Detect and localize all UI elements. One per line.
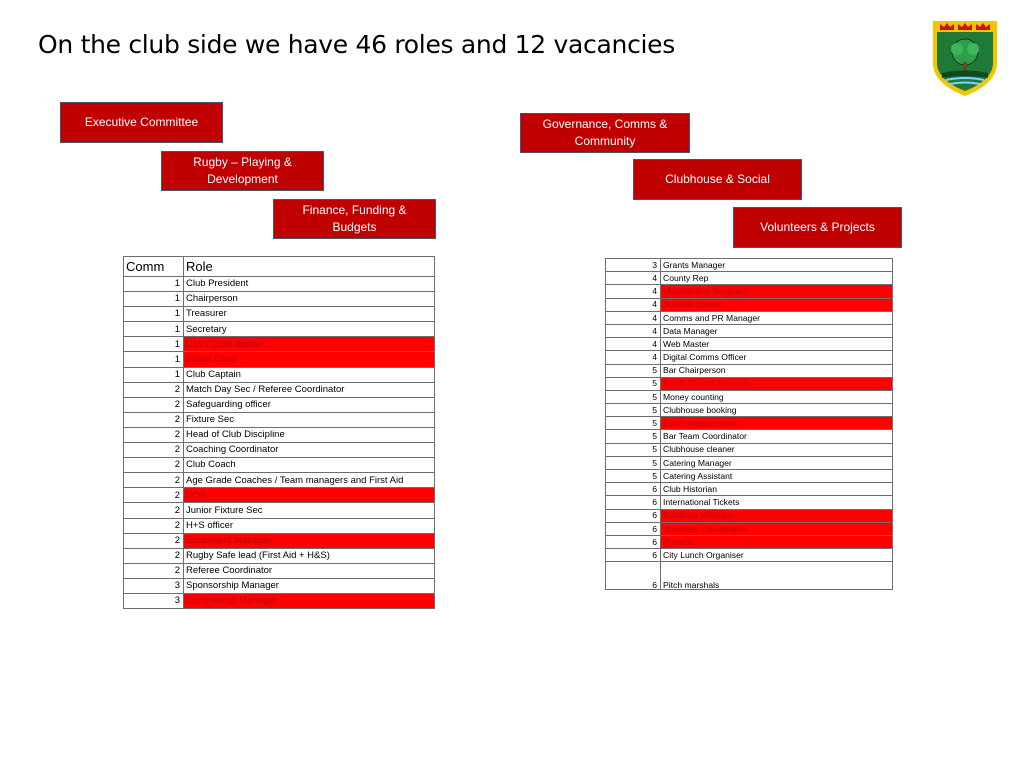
role-name: Data Manager xyxy=(661,324,893,337)
category-governance-comms-community: Governance, Comms & Community xyxy=(520,113,690,153)
role-name: County Rep xyxy=(661,272,893,285)
category-executive-committee: Executive Committee xyxy=(60,102,223,143)
role-name: Junior Fixture Sec xyxy=(184,503,435,518)
comm-number: 5 xyxy=(606,364,661,377)
role-name: Clubhouse booking xyxy=(661,404,893,417)
table-row xyxy=(606,496,893,509)
comm-number: 6 xyxy=(606,522,661,535)
table-row xyxy=(124,443,435,458)
comm-number: 2 xyxy=(124,397,184,412)
table-row-vacancy xyxy=(606,377,893,390)
table-row xyxy=(124,458,435,473)
table-row-vacancy xyxy=(606,509,893,522)
table-row-vacancy xyxy=(124,533,435,548)
table-row xyxy=(606,324,893,337)
role-name: Safeguarding officer xyxy=(184,397,435,412)
table-row-vacancy xyxy=(124,488,435,503)
table-row-vacancy xyxy=(124,352,435,367)
table-row xyxy=(124,412,435,427)
comm-number: 5 xyxy=(606,456,661,469)
role-name: Club Captain xyxy=(184,367,435,382)
table-row xyxy=(606,272,893,285)
role-name: Coaching Coordinator xyxy=(184,443,435,458)
comm-number: 4 xyxy=(606,338,661,351)
comm-number: 1 xyxy=(124,292,184,307)
role-name: Web Master xyxy=(661,338,893,351)
comm-number: 5 xyxy=(606,377,661,390)
role-name: Event management xyxy=(661,417,893,430)
comm-number: 2 xyxy=(124,412,184,427)
club-crest-icon xyxy=(930,18,1000,98)
comm-number: 5 xyxy=(606,470,661,483)
role-name: Secretary xyxy=(184,322,435,337)
comm-number: 4 xyxy=(606,324,661,337)
table-row xyxy=(124,277,435,292)
role-name: U19 / Colts liasion xyxy=(184,337,435,352)
comm-number: 4 xyxy=(606,351,661,364)
role-name: Volunteer Coordinator xyxy=(661,522,893,535)
comm-number: 2 xyxy=(124,458,184,473)
role-name: Comms and PR Manager xyxy=(661,311,893,324)
comm-number: 6 xyxy=(606,535,661,548)
role-name: International Tickets xyxy=(661,496,893,509)
page-title: On the club side we have 46 roles and 12 vacancies xyxy=(38,30,675,59)
role-name: Buildings Manager xyxy=(661,509,893,522)
table-row xyxy=(124,397,435,412)
table-row-vacancy xyxy=(124,337,435,352)
role-name: Rugby Safe lead (First Aid + H&S) xyxy=(184,548,435,563)
table-row-vacancy xyxy=(606,417,893,430)
role-name: Social Events Manager xyxy=(661,377,893,390)
table-row-vacancy xyxy=(606,285,893,298)
table-row xyxy=(606,483,893,496)
table-row xyxy=(124,473,435,488)
table-row xyxy=(606,390,893,403)
table-row-vacancy xyxy=(606,535,893,548)
comm-number: 2 xyxy=(124,533,184,548)
table-row xyxy=(606,311,893,324)
comm-number: 2 xyxy=(124,548,184,563)
table-row xyxy=(124,503,435,518)
table-row xyxy=(124,322,435,337)
comm-number: 6 xyxy=(606,496,661,509)
role-name: Digital Comms Officer xyxy=(661,351,893,364)
comm-number: 6 xyxy=(606,562,661,590)
comm-number: 4 xyxy=(606,298,661,311)
comm-number: 2 xyxy=(124,382,184,397)
role-name: Age Grade Coaches / Team managers and First Aid xyxy=(184,473,435,488)
comm-number: 1 xyxy=(124,337,184,352)
comm-number: 1 xyxy=(124,367,184,382)
table-row xyxy=(124,292,435,307)
comm-number: 1 xyxy=(124,322,184,337)
role-name: Grants Manager xyxy=(661,259,893,272)
role-name: Club Coach xyxy=(184,458,435,473)
comm-number: 5 xyxy=(606,443,661,456)
table-row xyxy=(606,443,893,456)
role-name: Membership Secerary xyxy=(661,285,893,298)
role-name: Bar Chairperson xyxy=(661,364,893,377)
table-row xyxy=(124,563,435,578)
role-name: Match Day Sec / Referee Coordinator xyxy=(184,382,435,397)
comm-number: 2 xyxy=(124,503,184,518)
table-row xyxy=(124,382,435,397)
comm-number: 2 xyxy=(124,563,184,578)
comm-number: 6 xyxy=(606,549,661,562)
table-header-row xyxy=(124,257,435,277)
comm-number: 5 xyxy=(606,417,661,430)
column-header-comm: Comm xyxy=(124,257,184,277)
role-name: Catering Manager xyxy=(661,456,893,469)
role-name: Treasurer xyxy=(184,307,435,322)
role-name: Commercial Manager xyxy=(184,593,435,608)
role-name: Club Historian xyxy=(661,483,893,496)
comm-number: 1 xyxy=(124,307,184,322)
table-row-vacancy xyxy=(124,593,435,608)
role-name: H+S officer xyxy=(184,518,435,533)
category-rugby-playing-development: Rugby – Playing & Development xyxy=(161,151,324,191)
role-name: Bar Team Coordinator xyxy=(661,430,893,443)
comm-number: 3 xyxy=(124,578,184,593)
table-row-vacancy xyxy=(606,298,893,311)
comm-number: 5 xyxy=(606,404,661,417)
comm-number: 1 xyxy=(124,277,184,292)
role-name: Referee Coordinator xyxy=(184,563,435,578)
table-row xyxy=(606,562,893,590)
table-row xyxy=(124,518,435,533)
comm-number: 4 xyxy=(606,285,661,298)
role-name: Junior Chair xyxy=(184,352,435,367)
comm-number: 2 xyxy=(124,473,184,488)
table-row xyxy=(606,351,893,364)
table-row xyxy=(124,548,435,563)
comm-number: 1 xyxy=(124,352,184,367)
table-row xyxy=(606,404,893,417)
table-row xyxy=(606,456,893,469)
comm-number: 2 xyxy=(124,443,184,458)
role-name: Schools Liasion xyxy=(661,298,893,311)
role-name: Sponsorship Manager xyxy=(184,578,435,593)
roles-table-right xyxy=(605,258,893,590)
comm-number: 5 xyxy=(606,390,661,403)
role-name: Equipment Manager xyxy=(184,533,435,548)
table-row xyxy=(124,307,435,322)
category-volunteers-projects: Volunteers & Projects xyxy=(733,207,902,248)
category-clubhouse-social: Clubhouse & Social xyxy=(633,159,802,200)
role-name: Head of Club Discipline xyxy=(184,427,435,442)
table-row xyxy=(606,430,893,443)
comm-number: 2 xyxy=(124,518,184,533)
table-row xyxy=(124,367,435,382)
comm-number: 2 xyxy=(124,427,184,442)
table-row-vacancy xyxy=(606,522,893,535)
category-finance-funding-budgets: Finance, Funding & Budgets xyxy=(273,199,436,239)
role-name: City Lunch Organiser xyxy=(661,549,893,562)
role-name: DOR xyxy=(184,488,435,503)
table-row xyxy=(124,578,435,593)
role-name: Club President xyxy=(184,277,435,292)
comm-number: 2 xyxy=(124,488,184,503)
role-name: Projects xyxy=(661,535,893,548)
comm-number: 3 xyxy=(606,259,661,272)
role-name: Catering Assistant xyxy=(661,470,893,483)
table-row xyxy=(124,427,435,442)
table-row xyxy=(606,549,893,562)
comm-number: 6 xyxy=(606,509,661,522)
table-row xyxy=(606,470,893,483)
role-name: Chairperson xyxy=(184,292,435,307)
table-row xyxy=(606,338,893,351)
comm-number: 6 xyxy=(606,483,661,496)
column-header-role: Role xyxy=(184,257,435,277)
comm-number: 4 xyxy=(606,272,661,285)
table-row xyxy=(606,364,893,377)
role-name: Clubhouse cleaner xyxy=(661,443,893,456)
role-name: Money counting xyxy=(661,390,893,403)
role-name: Pitch marshals xyxy=(661,562,893,590)
table-row xyxy=(606,259,893,272)
comm-number: 5 xyxy=(606,430,661,443)
comm-number: 3 xyxy=(124,593,184,608)
role-name: Fixture Sec xyxy=(184,412,435,427)
roles-table-left xyxy=(123,256,435,609)
comm-number: 4 xyxy=(606,311,661,324)
